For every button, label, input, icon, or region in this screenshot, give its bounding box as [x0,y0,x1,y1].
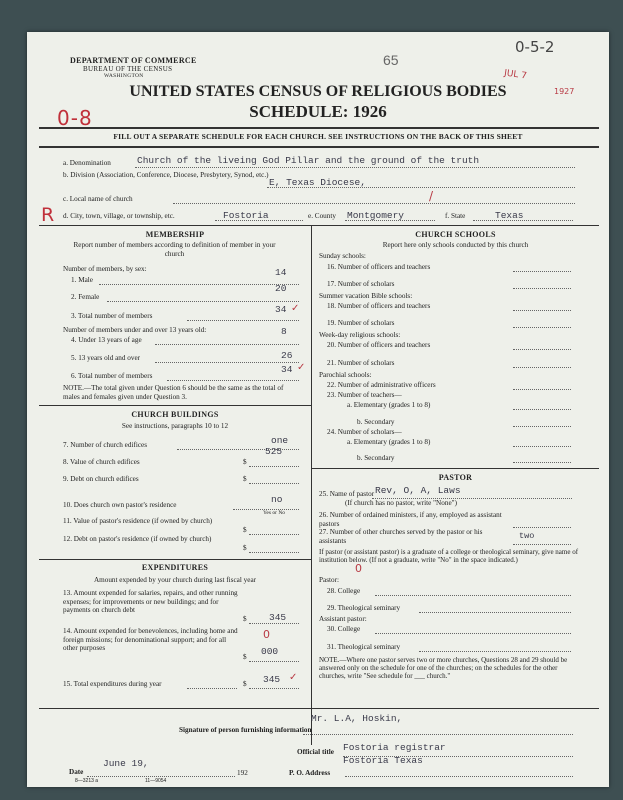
residence-value: no [271,494,283,505]
divider [39,146,599,148]
fill-line [513,389,571,390]
check-mark: / [429,189,434,203]
zero-mark: 0 [263,628,270,641]
fill-line [419,612,571,613]
dollar-sign: $ [243,475,247,483]
date-value: June 19, [103,758,149,769]
fill-line [513,367,571,368]
edifices-value: one [271,435,289,446]
q31-label: 31. Theological seminary [327,643,401,651]
graduate-note: If pastor (or assistant pastor) is a graduate of a college or theological seminary, give name of institution below. (If not a graduate, write "No" in the space indicated.) [319,548,579,564]
by-age-label: Number of members under and over 13 years old: [63,326,207,334]
divider [39,225,599,226]
form-number: 8—3213 a [75,778,99,784]
pastor-subheading: Pastor: [319,576,339,584]
weekday-schools-label: Week-day religious schools: [319,331,401,339]
benevolences-label: 14. Amount expended for benevolences, including home and foreign missions; for denominational support; and for all other purposes [63,627,238,652]
dollar-sign: $ [243,544,247,552]
official-title-value: Fostoria registrar [343,742,446,753]
q20-label: 20. Number of officers and teachers [327,341,431,349]
other-churches-value: two [519,531,535,541]
fill-line [513,310,571,311]
under-13-value: 8 [281,326,287,337]
signature-value: Mr. L.A, Hoskin, [311,713,403,724]
q17-label: 17. Number of scholars [327,280,395,288]
fill-line [513,327,571,328]
fill-line [135,167,575,168]
by-sex-label: Number of members, by sex: [63,265,147,273]
yes-no-hint: Yes or No [263,510,286,516]
check-mark: ✓ [297,362,306,373]
fill-line [513,544,571,545]
ordained-ministers-label: 26. Number of ordained ministers, if any, employed as assistant pastors [319,511,502,528]
q16-label: 16. Number of officers and teachers [327,263,431,271]
print-number: 11—9054 [145,778,167,784]
top-right-code: 0-5-2 [515,38,555,56]
edifice-value-label: 8. Value of church edifices [63,458,140,466]
total-by-age-label: 6. Total number of members [71,372,153,380]
male-value: 14 [275,267,287,278]
bureau-label: BUREAU OF THE CENSUS [83,65,173,73]
membership-heading: MEMBERSHIP [145,230,205,239]
sunday-schools-label: Sunday schools: [319,252,366,260]
pastor-heading: PASTOR [438,473,473,482]
over-13-value: 26 [281,350,293,361]
census-schedule-sheet [27,32,609,787]
received-stamp: JUL 7 [503,68,528,82]
q19-label: 19. Number of scholars [327,319,395,327]
official-title-label: Official title [297,748,334,756]
buildings-heading: CHURCH BUILDINGS [131,410,219,419]
edifices-label: 7. Number of church edifices [63,441,148,449]
edifice-value-amount: 525 [265,446,283,457]
fill-line [375,595,571,596]
fill-line [87,776,235,777]
assistant-subheading: Assistant pastor: [319,615,367,623]
over-13-label: 5. 13 years old and over [71,354,141,362]
fill-line [513,349,571,350]
q30-label: 30. College [327,625,361,633]
total-expenditures-label: 15. Total expenditures during year [63,680,162,688]
state-label: f. State [445,212,466,220]
left-code-annotation: 0-8 [57,106,93,130]
dollar-sign: $ [243,653,247,661]
address-label: P. O. Address [289,769,331,777]
department-label: DEPARTMENT OF COMMERCE [70,56,197,65]
division-value: E, Texas Diocese, [269,177,366,188]
fill-line [155,344,299,345]
denomination-label: a. Denomination [63,159,111,167]
city-value: Fostoria [223,210,269,221]
fill-line [249,661,299,662]
fill-line [375,633,571,634]
q23b-label: b. Secondary [357,418,395,426]
stamp-year: 1927 [554,87,575,96]
fill-line [249,688,299,689]
county-value: Montgomery [347,210,405,221]
q24b-label: b. Secondary [357,454,395,462]
q23-label: 23. Number of teachers— [327,391,402,399]
pastor-zero-mark: 0 [355,562,362,575]
division-label: b. Division (Association, Conference, Diocese, Presbytery, Synod, etc.) [63,171,269,179]
divider [39,127,599,129]
pastor-name-note: (If church has no pastor, write "None") [345,499,457,507]
dollar-sign: $ [243,526,247,534]
city-label: WASHINGTON [104,73,144,79]
divider [312,468,599,469]
pastor-note: NOTE.—Where one pastor serves two or more churches, Questions 28 and 29 should be answered only on the schedule for one of the churches; on the schedules for the other churches, write "See schedule for ___ church." [319,656,568,680]
fill-line [303,734,573,735]
fill-line [513,426,571,427]
fill-line [99,284,299,285]
city-label: d. City, town, village, or township, etc. [63,212,175,220]
dollar-sign: $ [243,615,247,623]
other-churches-label: 27. Number of other churches served by the pastor or his assistants [319,528,483,545]
fill-line [249,552,299,553]
residence-value-label: 11. Value of pastor's residence (if owned by church) [63,517,213,525]
fill-line [155,362,299,363]
q28-label: 28. College [327,587,361,595]
signature-label: Signature of person furnishing information [179,726,312,734]
residence-label: 10. Does church own pastor's residence [63,501,177,509]
page-title: UNITED STATES CENSUS OF RELIGIOUS BODIES [129,83,507,100]
pastor-name-label: 25. Name of pastor [319,490,375,498]
running-expenses-label: 13. Amount expended for salaries, repairs, and other running expenses; for improvements or new buildings; and for payments on church debt [63,589,238,614]
fill-line [513,271,571,272]
q21-label: 21. Number of scholars [327,359,395,367]
fill-line [249,483,299,484]
fill-line [513,446,571,447]
r-mark-annotation: R [41,204,55,226]
fill-line [173,203,575,204]
county-label: e. County [308,212,336,220]
schools-subtitle: Report here only schools conducted by this church [382,241,529,249]
q24a-label: a. Elementary (grades 1 to 8) [347,438,431,446]
page-subtitle: SCHEDULE: 1926 [249,102,387,121]
dollar-sign: $ [243,458,247,466]
check-mark: ✓ [289,672,298,683]
running-expenses-value: 345 [269,612,287,623]
total-expenditures-value: 345 [263,674,281,685]
fill-line [513,409,571,410]
membership-subtitle: Report number of members according to definition of member in your church [73,241,276,258]
male-label: 1. Male [71,276,93,284]
residence-debt-label: 12. Debt on pastor's residence (if owned by church) [63,535,212,543]
under-13-label: 4. Under 13 years of age [71,336,142,344]
divider [39,405,311,406]
membership-note: NOTE.—The total given under Question 6 should be the same as the total of males and females given under Question 3. [63,384,284,401]
female-label: 2. Female [71,293,100,301]
fill-line [249,534,299,535]
benevolences-value: 000 [261,646,279,657]
dollar-sign: $ [243,680,247,688]
fill-line [513,527,571,528]
q23a-label: a. Elementary (grades 1 to 8) [347,401,431,409]
fill-line [187,688,237,689]
instruction-line: FILL OUT A SEPARATE SCHEDULE FOR EACH CHURCH. SEE INSTRUCTIONS ON THE BACK OF THIS SHEET [113,132,523,141]
parochial-schools-label: Parochial schools: [319,371,372,379]
schools-heading: CHURCH SCHOOLS [415,230,496,239]
divider [39,708,599,709]
date-label: Date [69,768,84,776]
divider [39,559,311,560]
summer-schools-label: Summer vacation Bible schools: [319,292,413,300]
buildings-subtitle: See instructions, paragraphs 10 to 12 [121,422,229,430]
total-by-age-value: 34 [281,364,293,375]
q18-label: 18. Number of officers and teachers [327,302,431,310]
denomination-value: Church of the liveing God Pillar and the ground of the truth [137,155,480,166]
fill-line [167,380,299,381]
fill-line [513,288,571,289]
fill-line [107,301,299,302]
total-members-value: 34 [275,304,287,315]
page-number: 65 [383,52,399,68]
expenditures-heading: EXPENDITURES [141,563,209,572]
q24-label: 24. Number of scholars— [327,428,402,436]
state-value: Texas [495,210,524,221]
address-value: Fostoria Texas [343,755,423,766]
edifice-debt-label: 9. Debt on church edifices [63,475,139,483]
female-value: 20 [275,283,287,294]
q22-label: 22. Number of administrative officers [327,381,436,389]
q29-label: 29. Theological seminary [327,604,401,612]
local-name-label: c. Local name of church [63,195,133,203]
fill-line [187,320,299,321]
fill-line [345,776,573,777]
fill-line [249,466,299,467]
check-mark: ✓ [291,303,300,314]
pastor-name-value: Rev, O, A, Laws [375,485,461,496]
total-members-label: 3. Total number of members [71,312,153,320]
fill-line [513,462,571,463]
expenditures-subtitle: Amount expended by your church during last fiscal year [93,576,257,584]
fill-line [249,623,299,624]
column-divider [311,225,312,745]
year-label: 192 [237,769,248,777]
fill-line [419,651,571,652]
